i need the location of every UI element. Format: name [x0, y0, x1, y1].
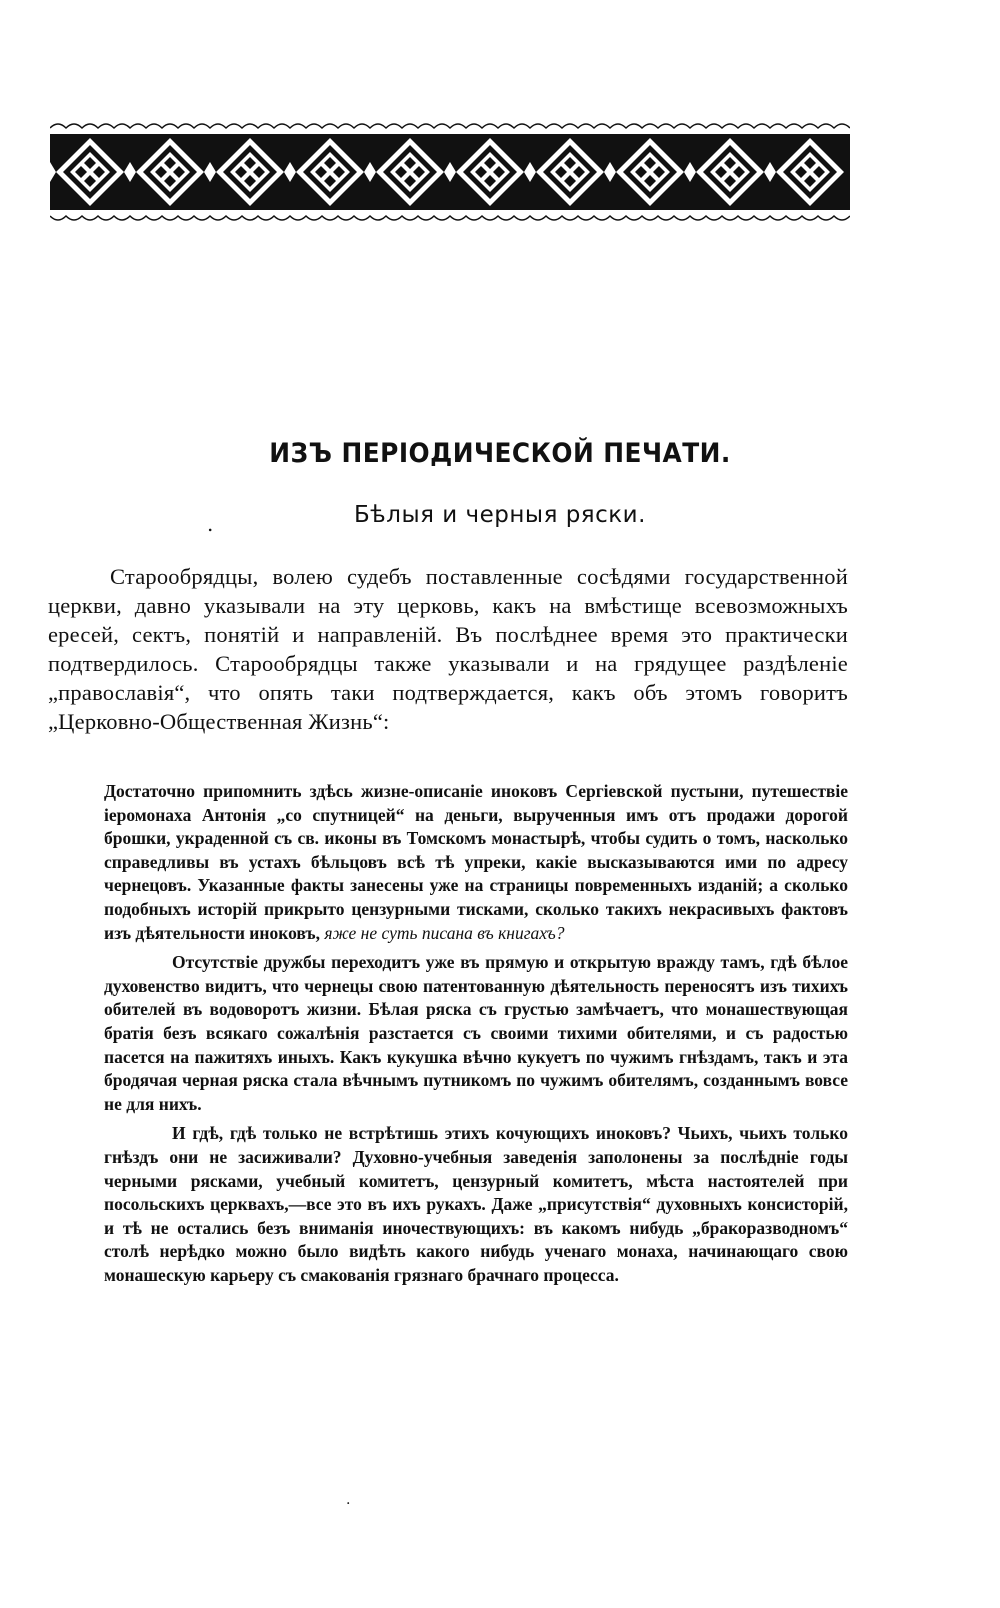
- quote-paragraph: [104, 780, 848, 945]
- quote-text: Отсутствіе дружбы переходитъ уже въ прямую и открытую вражду тамъ, гдѣ бѣлое духовенство видитъ, что чернецы свою патентованную дѣятельность переносятъ изъ тихихъ обителей въ водоворотъ жизни. Бѣлая ряска съ грустью замѣчаетъ, что монашествующая братія безъ всякаго сожалѣнія разстается съ своими тихими обителями, и съ радостью пасется на пажитяхъ иныхъ. Какъ кукушка вѣчно кукуетъ по чужимъ гнѣздамъ, такъ и эта бродячая черная ряска стала вѣчнымъ путникомъ по чужимъ обителямъ, созданнымъ вовсе не для нихъ.: [104, 952, 848, 1114]
- quote-paragraph: [104, 1122, 848, 1287]
- stray-dot: .: [207, 512, 214, 536]
- quote-italic-text: яже не суть писана въ книгахъ?: [324, 922, 565, 943]
- article-title: Бѣлыя и черныя ряски.: [354, 502, 646, 528]
- bottom-dot: .: [346, 1492, 351, 1508]
- quote-text: И гдѣ, гдѣ только не встрѣтишь этихъ кочующихъ иноковъ? Чьихъ, чьихъ только гнѣздъ они не засиживали? Духовно-учебныя заведенія заполонены за послѣдніе годы черными рясками, учебный комитетъ, цензурный комитетъ, мѣста настоятелей при посольскихъ церквахъ,—все это въ ихъ рукахъ. Даже „присутствія“ духовныхъ консисторій, и тѣ не остались безъ вниманія иночествующихъ: въ какомъ нибудь „бракоразводномъ“ столѣ нерѣдко можно было видѣть какого нибудь ученаго монаха, начинающаго свою монашескую карьеру съ смакованія грязнаго брачнаго процесса.: [104, 1123, 848, 1285]
- ornamental-headpiece: [50, 120, 850, 224]
- intro-text: Старообрядцы, волею судебъ поставленные сосѣдями государственной церкви, давно указывали на эту церковь, какъ на вмѣстище всевозможныхъ ересей, сектъ, понятій и направленій. Въ послѣднее время это практически подтвердилось. Старообрядцы также указывали и на грядущее раздѣленіе „православія“, что опять таки подтверждается, какъ объ этомъ говоритъ „Церковно-Общественная Жизнь“:: [48, 564, 848, 734]
- quote-text: Достаточно припомнить здѣсь жизне-описаніе иноковъ Сергіевской пустыни, путешествіе іеромонаха Антонія „со спутницей“ на деньги, вырученныя имъ отъ продажи дорогой брошки, украденной съ св. иконы въ Томскомъ монастырѣ, чтобы судить о томъ, насколько справедливы въ устахъ бѣльцовъ всѣ тѣ упреки, какіе высказываются ими по адресу чернецовъ. Указанные факты занесены уже на страницы повременныхъ изданій; а сколько подобныхъ исторій прикрыто цензурными тисками, сколько такихъ некрасивыхъ фактовъ изъ дѣятельности иноковъ,: [104, 781, 848, 943]
- quoted-passage: [104, 780, 848, 1293]
- ornament-band-graphic: [50, 120, 850, 224]
- intro-paragraph: [48, 562, 848, 736]
- section-title: ИЗЪ ПЕРІОДИЧЕСКОЙ ПЕЧАТИ.: [269, 438, 731, 469]
- quote-paragraph: [104, 951, 848, 1116]
